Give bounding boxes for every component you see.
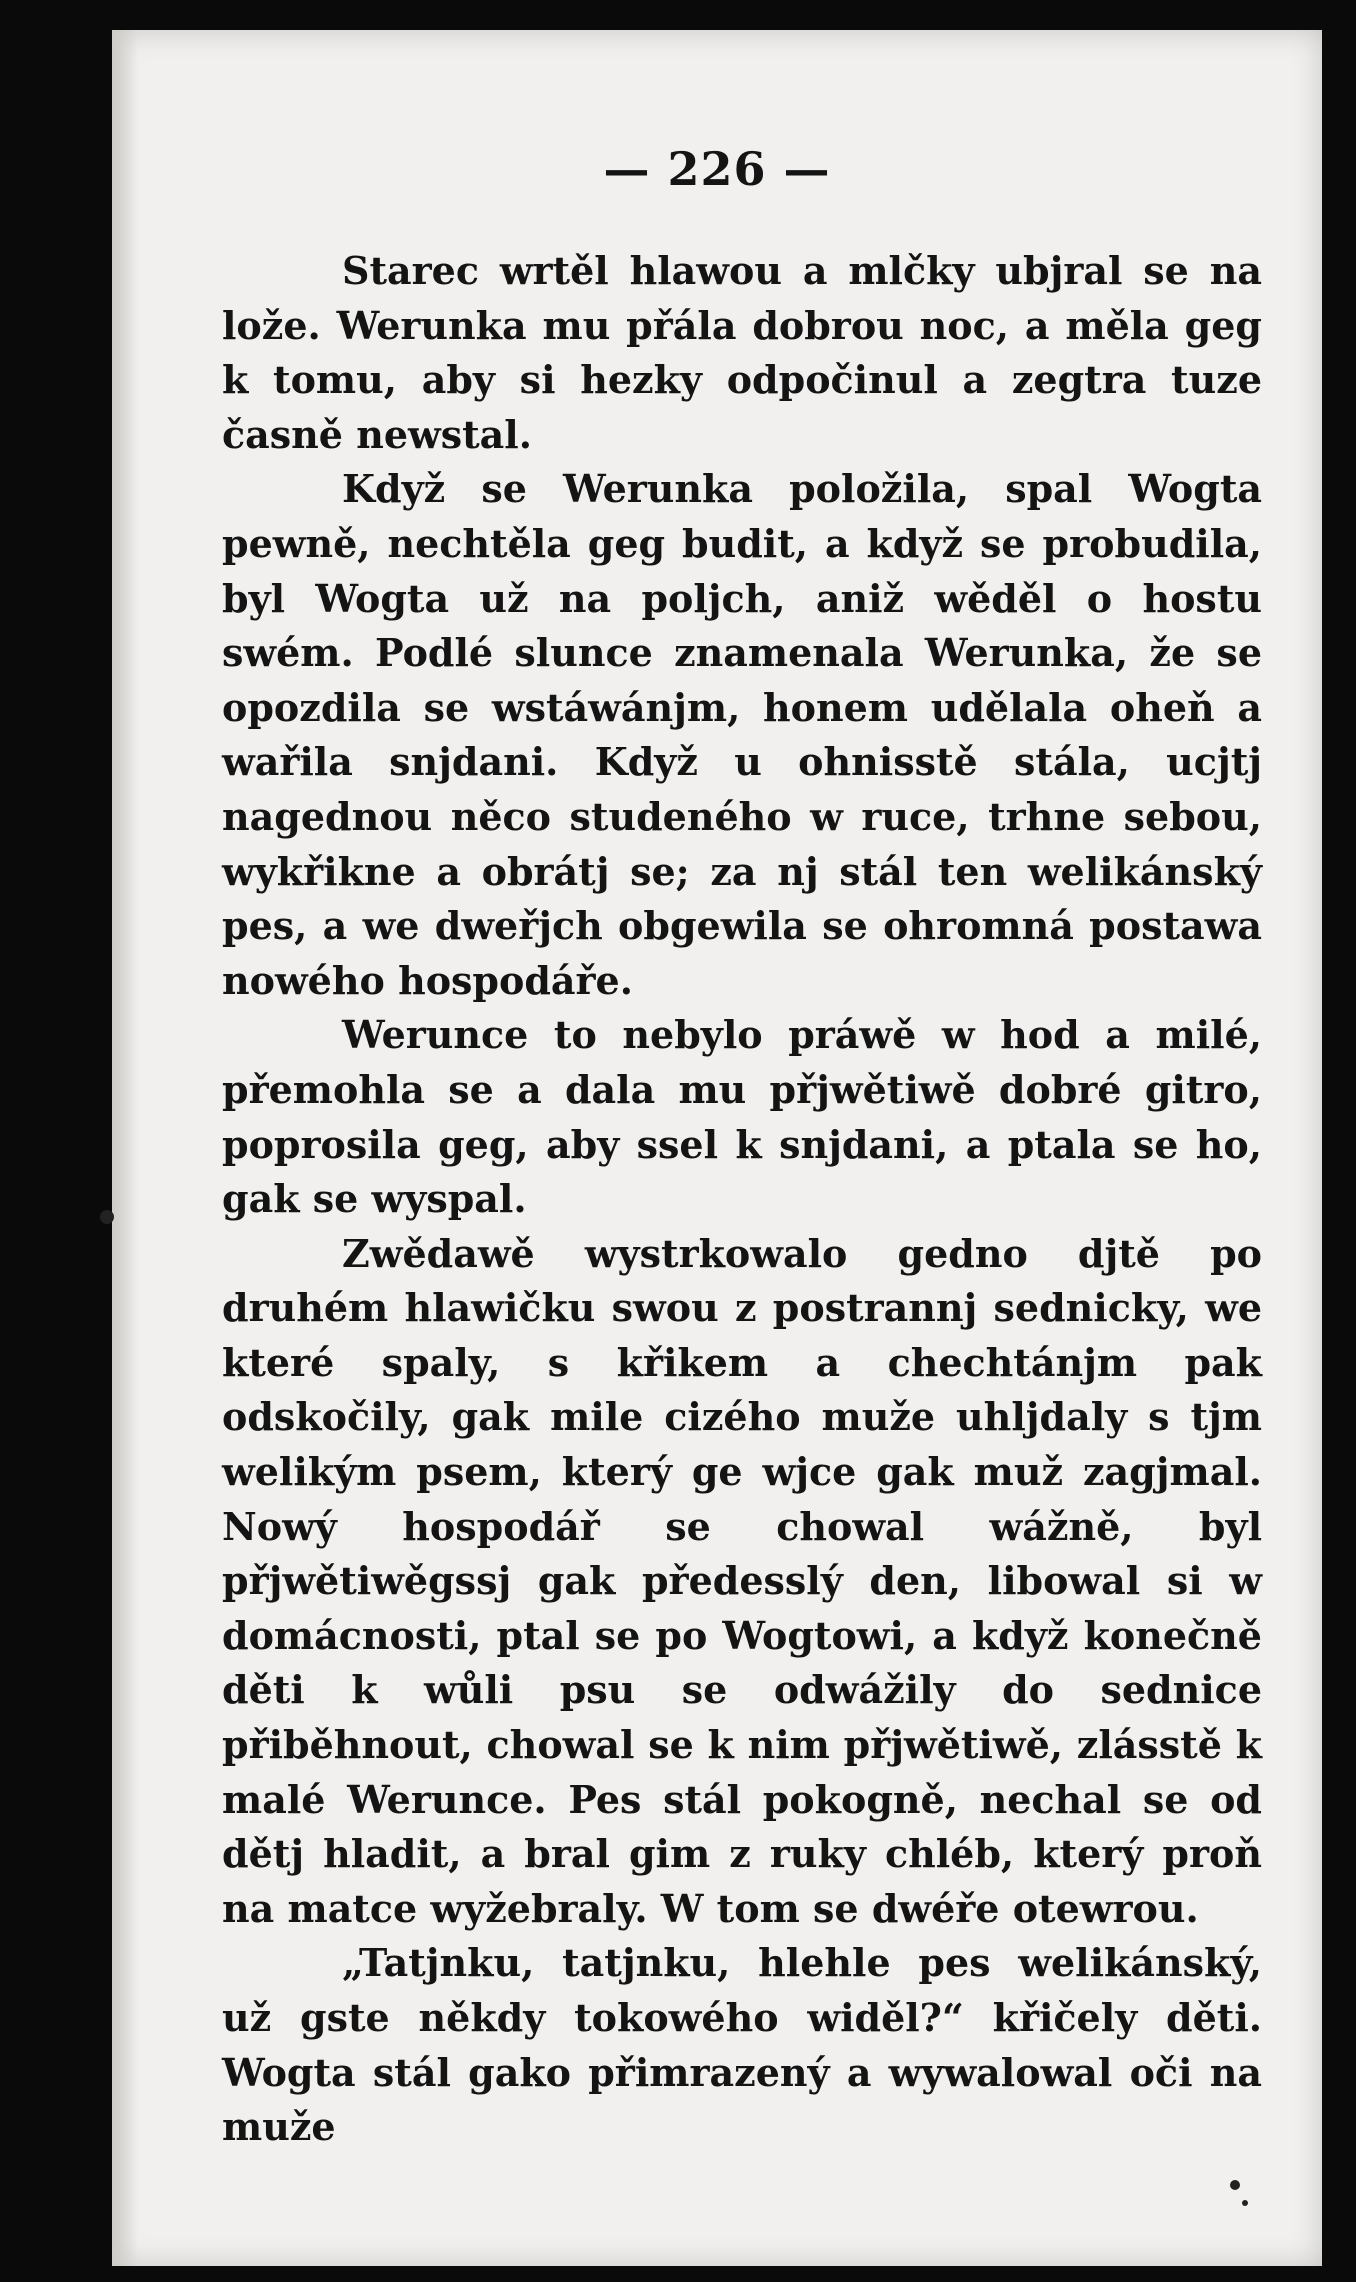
ink-speck (100, 1210, 114, 1224)
paragraph-5: „Tatjnku, tatjnku, hlehle pes welikánský, už gste někdy tokowého widěl?“ křičely děti. Wogta stál gako přimrazený a wywalowal oči na muže (222, 1940, 1262, 2150)
ink-speck (1242, 2200, 1248, 2206)
paragraph-2: Když se Werunka položila, spal Wogta pewně, nechtěla geg budit, a když se probudila, byl Wogta už na poljch, aniž wěděl o hostu swém. Podlé slunce znamenala Werunka, že se opozdila se wstáwánjm, honem udělala oheň a wařila snjdani. Když u ohnisstě stála, ucjtj nagednou něco studeného w ruce, trhne sebou, wykřikne a obrátj se; za nj stál ten welikánský pes, a we dweřjch obgewila se ohromná postawa nowého hospodáře. (222, 466, 1262, 1003)
paragraph-4: Zwědawě wystrkowalo gedno djtě po druhém hlawičku swou z postrannj sednicky, we které spaly, s křikem a chechtánjm pak odskočily, gak mile cizého muže uhljdaly s tjm welikým psem, který ge wjce gak muž zagjmal. Nowý hospodář se chowal wážně, byl přjwětiwěgssj gak předesslý den, libowal si w domácnosti, ptal se po Wogtowi, a když konečně děti k wůli psu se odwážily do sednice přiběhnout, chowal se k nim přjwětiwě, zlásstě k malé Werunce. Pes stál pokogně, nechal se od dětj hladit, a bral gim z ruky chléb, který proň na matce wyžebraly. W tom se dwéře otewrou. (222, 1230, 1262, 1931)
book-page (112, 30, 1322, 2266)
page-text (222, 244, 1262, 2155)
page-edge-shadow (112, 30, 138, 2266)
page-number: — 226 — (603, 142, 831, 196)
paragraph-1: Starec wrtěl hlawou a mlčky ubjral se na lože. Werunka mu přála dobrou noc, a měla geg k tomu, aby si hezky odpočinul a zegtra tuze časně newstal. (222, 248, 1262, 457)
ink-speck (1230, 2180, 1240, 2190)
paragraph-3: Werunce to nebylo práwě w hod a milé, přemohla se a dala mu přjwětiwě dobré gitro, poprosila geg, aby ssel k snjdani, a ptala se ho, gak se wyspal. (222, 1012, 1262, 1222)
